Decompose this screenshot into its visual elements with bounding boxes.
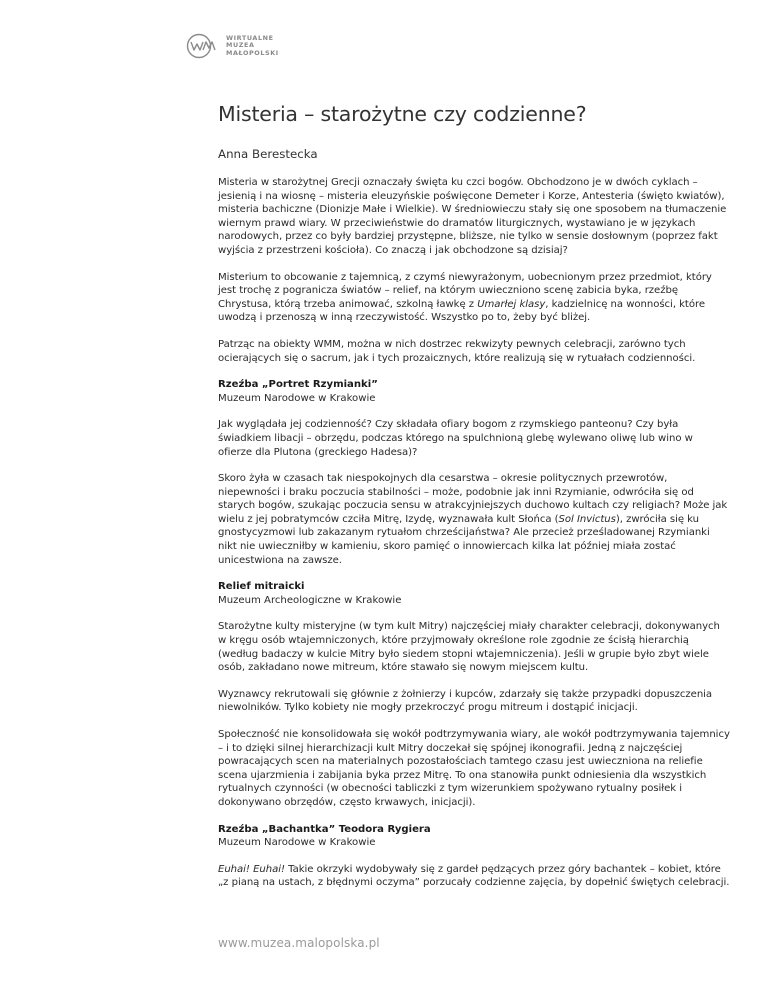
section-1-museum: Muzeum Narodowe w Krakowie [218, 392, 376, 404]
section-1-title: Rzeźba „Portret Rzymianki” [218, 379, 378, 391]
section-1-paragraph-1: Jak wyglądała jej codzienność? Czy składała ofiary bogom z rzymskiego panteonu? Czy była świadkiem libacji – obrzędu, podczas którego na spulchnioną glebę wylewano oliwę lub wino w ofierze dla Plutona (greckiego Hadesa)? [218, 419, 693, 458]
section-3-title: Rzeźba „Bachantka” Teodora Rygiera [218, 823, 431, 835]
footer-url[interactable]: www.muzea.malopolska.pl [218, 936, 380, 950]
section-1-paragraph-2: Skoro żyła w czasach tak niespokojnych dla cesarstwa – okresie politycznych przewrotów, niepewności i braku poczucia stabilności – może, podobnie jak inni Rzymianie, odwróciła się od starych bogów, szukając poczucia sensu w atrakcyjniejszych duchowo kultach czy religiach? Może jak wielu z jej pobratymców czciła Mitrę, Izydę, wyznawała kult Słońca (Sol Invictus), zwróciła się ku gnostycyzmowi lub zakazanym rytuałom chrześcijaństwa? Ale przecież prześladowanej Rzymianki nikt nie uwieczniłby w kamieniu, skoro pamięć o innowiercach kilka lat później miała zostać unicestwiona na zawsze. [218, 473, 728, 566]
logo-line-1: WIRTUALNE [226, 33, 274, 42]
logo-line-3: MAŁOPOLSKI [226, 48, 279, 57]
site-logo [186, 33, 279, 59]
logo-line-2: MUZEA [226, 41, 255, 50]
section-2-title: Relief mitraicki [218, 581, 305, 593]
wmm-logo-icon [186, 33, 220, 59]
intro-paragraph-1: Misteria w starożytnej Grecji oznaczały święta ku czci bogów. Obchodzono je w dwóch cyklach – jesienią i na wiosnę – misteria eleuzyńskie poświęcone Demeter i Korze, Antesteria (święto kwiatów), misteria bachiczne (Dionizje Małe i Wielkie). W średniowieczu stały się one sposobem na tłumaczenie wiernym prawd wiary. W przeciwieństwie do dramatów liturgicznych, wystawiano je w językach narodowych, przez co były bardziej przystępne, bliższe, nie tylko w sensie dosłownym (poprzez fakt wyjścia z przestrzeni kościoła). Co znaczą i jak obchodzone są dzisiaj? [218, 177, 727, 256]
author: Anna Berestecka [218, 147, 318, 161]
logo-wordmark [226, 35, 279, 57]
section-2-museum: Muzeum Archeologiczne w Krakowie [218, 594, 402, 606]
intro-paragraph-3: Patrząc na obiekty WMM, można w nich dostrzec rekwizyty pewnych celebracji, zarówno tych ocierających się o sacrum, jak i tych prozaicznych, które realizują się w rytuałach codzienności. [218, 338, 696, 364]
section-2-paragraph-3: Społeczność nie konsolidowała się wokół podtrzymywania wiary, ale wokół podtrzymywania tajemnicy – i to dzięki silnej hierarchizacji kult Mitry doczekał się spójnej ikonografii. Jedną z najczęściej powracających scen na materialnych pozostałościach tamtego czasu jest uwieczniona na reliefie scena ujarzmienia i zabijania byka przez Mitrę. To ona stanowiła punkt odniesienia dla wszystkich rytualnych czynności (w obecności tabliczki z tym wizerunkiem spożywano rytualny posiłek i dokonywano obrzędów, często krwawych, inicjacji). [218, 729, 730, 808]
article [218, 100, 730, 890]
section-3-paragraph-1: Euhai! Euhai! Takie okrzyki wydobywały się z gardeł pędzących przez góry bachantek – kobiet, które „z pianą na ustach, z błędnymi oczyma” porzucały codzienne zajęcia, by dopełnić świętych celebracji. [218, 863, 730, 889]
section-2-paragraph-2: Wyznawcy rekrutowali się głównie z żołnierzy i kupców, zdarzały się także przypadki dopuszczenia niewolników. Tylko kobiety nie mogły przekroczyć progu mitreum i dostąpić inicjacji. [218, 688, 713, 714]
section-3-museum: Muzeum Narodowe w Krakowie [218, 837, 376, 849]
page-title: Misteria – starożytne czy codzienne? [218, 102, 587, 126]
intro-paragraph-2: Misterium to obcowanie z tajemnicą, z czymś niewyrażonym, uobecnionym przez przedmiot, który jest trochę z pogranicza światów – relief, na którym uwieczniono scenę zabicia byka, rzeźbę Chrystusa, którą trzeba animować, szkolną ławkę z Umarłej klasy, kadzielnicę na wonności, które uwodzą i przenoszą w inną rzeczywistość. Wszystko po to, żeby być bliżej. [218, 271, 712, 324]
section-2-paragraph-1: Starożytne kulty misteryjne (w tym kult Mitry) najczęściej miały charakter celebracji, dokonywanych w kręgu osób wtajemniczonych, które przyjmowały określone role zgodnie ze ścisłą hierarchią (według badaczy w kulcie Mitry było siedem stopni wtajemniczenia). Jeśli w grupie było zbyt wiele osób, zakładano nowe mitreum, które stawało się nowym miejscem kultu. [218, 621, 720, 674]
